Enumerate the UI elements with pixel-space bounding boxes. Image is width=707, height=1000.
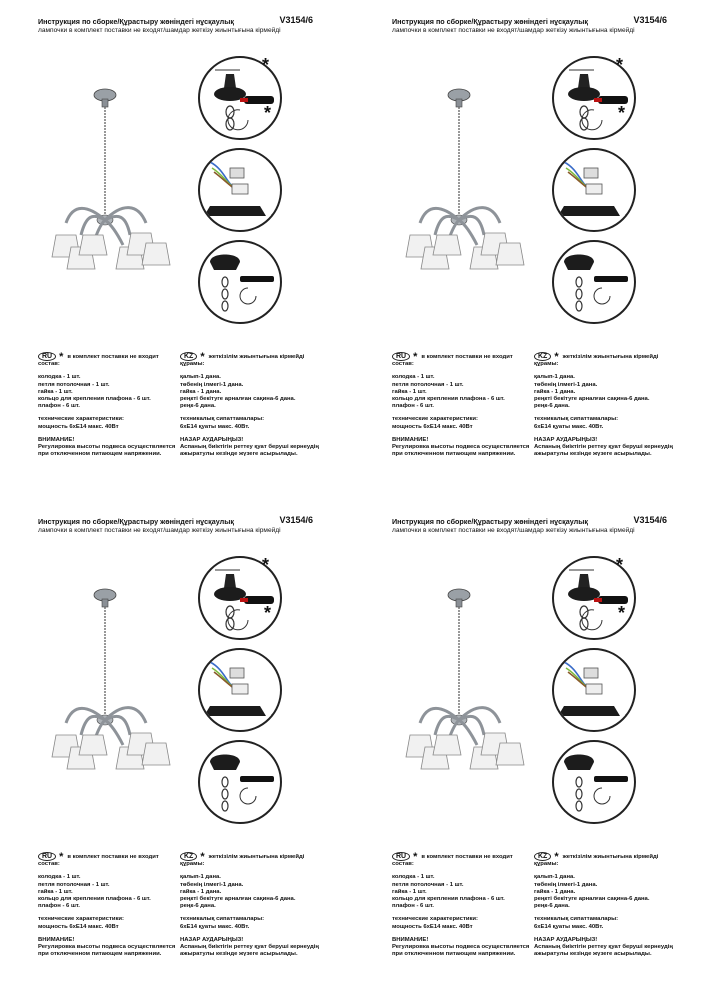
bulbs-note: лампочки в комплект поставки не входят/шамдар жеткізу жиынтығына кірмейді <box>38 527 281 534</box>
instruction-title <box>38 17 313 26</box>
bulbs-note: лампочки в комплект поставки не входят/шамдар жеткізу жиынтығына кірмейді <box>392 527 635 534</box>
kz-composition-title: құрамы: <box>534 361 559 368</box>
ru-warning-title: ВНИМАНИЕ! <box>38 436 75 443</box>
chandelier-illustration <box>402 585 532 785</box>
ru-badge: RU <box>38 852 56 861</box>
kz-item: реңк-6 дана. <box>180 903 216 910</box>
kz-warning-title: НАЗАР АУДАРЫҢЫЗ! <box>180 936 244 943</box>
ru-warning-text: Регулировка высоты подвеса осуществляется <box>392 944 530 951</box>
step-1-ceiling-mount-circle <box>552 56 636 140</box>
step-1-ceiling-mount-circle <box>552 556 636 640</box>
asterisk-icon: * <box>200 351 205 363</box>
step-3-height-adjust-circle <box>552 240 636 324</box>
ru-warning-text: Регулировка высоты подвеса осуществляется <box>38 444 176 451</box>
kz-badge: KZ <box>180 352 197 361</box>
kz-tech-title: техникалық сипаттамалары: <box>180 916 265 923</box>
ru-item: гайка - 1 шт. <box>392 388 427 395</box>
kz-item: қалып-1 дана. <box>534 374 575 381</box>
ru-section <box>38 852 186 958</box>
ru-item: колодка - 1 шт. <box>38 874 81 881</box>
kz-item: гайка - 1 дана. <box>180 888 222 895</box>
ru-item: петля потолочная - 1 шт. <box>392 381 464 388</box>
ru-tech: мощность 6хЕ14 макс. 40Вт <box>38 423 119 430</box>
ru-tech: мощность 6хЕ14 макс. 40Вт <box>392 423 473 430</box>
ru-item: колодка - 1 шт. <box>392 874 435 881</box>
chandelier-illustration <box>48 85 178 285</box>
instruction-title <box>392 17 667 26</box>
ru-composition-title: состав: <box>392 361 414 368</box>
ru-item: гайка - 1 шт. <box>38 888 73 895</box>
ru-badge: RU <box>392 352 410 361</box>
model-code: V3154/6 <box>633 515 667 525</box>
ru-item: кольцо для крепления плафона - 6 шт. <box>38 896 151 903</box>
ru-item: гайка - 1 шт. <box>392 888 427 895</box>
ru-warning-title: ВНИМАНИЕ! <box>38 936 75 943</box>
asterisk-icon: * <box>264 103 272 123</box>
asterisk-icon: * <box>554 851 559 863</box>
instruction-title <box>38 517 313 526</box>
ru-item: плафон - 6 шт. <box>38 903 80 910</box>
kz-warning-text: ажыратулы кезінде жүзеге асырылады. <box>534 451 652 458</box>
bulbs-note: лампочки в комплект поставки не входят/шамдар жеткізу жиынтығына кірмейді <box>38 27 281 34</box>
kz-warning-text: ажыратулы кезінде жүзеге асырылады. <box>180 451 298 458</box>
step-3-height-adjust-circle <box>198 740 282 824</box>
ru-warning-title: ВНИМАНИЕ! <box>392 936 429 943</box>
kz-item: реңкті бекітуге арналған сақина-6 дана. <box>534 896 650 903</box>
instruction-panel <box>0 0 353 500</box>
kz-item: төбенің ілмегі-1 дана. <box>180 381 244 388</box>
asterisk-icon: * <box>264 603 272 623</box>
ru-note: в комплект поставки не входит <box>421 854 513 860</box>
asterisk-icon: * <box>59 851 64 863</box>
ru-tech-title: технические характеристики: <box>392 916 478 923</box>
chandelier-illustration <box>402 85 532 285</box>
kz-composition-title: құрамы: <box>180 361 205 368</box>
kz-item: реңк-6 дана. <box>534 403 570 410</box>
ru-composition-title: состав: <box>38 861 60 868</box>
kz-warning-text: ажыратулы кезінде жүзеге асырылады. <box>534 951 652 958</box>
ru-item: плафон - 6 шт. <box>392 903 434 910</box>
kz-warning-text: Аспаның биіктігін реттеу қуат беруші кернеудің <box>534 944 673 951</box>
kz-tech-title: техникалық сипаттамалары: <box>534 416 619 423</box>
kz-note: жеткізілім жиынтығына кірмейді <box>208 354 305 360</box>
asterisk-icon: * <box>618 603 626 623</box>
ru-tech: мощность 6хЕ14 макс. 40Вт <box>38 923 119 930</box>
step-2-wiring-circle <box>198 648 282 732</box>
step-2-wiring-circle <box>198 148 282 232</box>
ru-warning-text: Регулировка высоты подвеса осуществляется <box>38 944 176 951</box>
ru-item: петля потолочная - 1 шт. <box>38 881 110 888</box>
kz-warning-title: НАЗАР АУДАРЫҢЫЗ! <box>534 436 598 443</box>
model-code: V3154/6 <box>633 15 667 25</box>
kz-item: реңкті бекітуге арналған сақина-6 дана. <box>180 896 296 903</box>
kz-section <box>180 352 340 458</box>
ru-note: в комплект поставки не входит <box>67 354 159 360</box>
kz-badge: KZ <box>534 852 551 861</box>
asterisk-icon: * <box>200 851 205 863</box>
step-1-ceiling-mount-circle <box>198 556 282 640</box>
model-code: V3154/6 <box>279 515 313 525</box>
ru-warning-title: ВНИМАНИЕ! <box>392 436 429 443</box>
kz-item: гайка - 1 дана. <box>534 888 576 895</box>
ru-tech-title: технические характеристики: <box>38 916 124 923</box>
kz-section <box>534 352 694 458</box>
instruction-panel <box>354 500 707 1000</box>
kz-warning-text: Аспаның биіктігін реттеу қуат беруші кернеудің <box>180 444 319 451</box>
step-3-height-adjust-circle <box>198 240 282 324</box>
asterisk-icon: * <box>554 351 559 363</box>
kz-composition-title: құрамы: <box>180 861 205 868</box>
ru-item: колодка - 1 шт. <box>38 374 81 381</box>
kz-composition-title: құрамы: <box>534 861 559 868</box>
step-2-wiring-circle <box>552 648 636 732</box>
ru-warning-text: при отключенном питающем напряжении. <box>392 951 516 958</box>
ru-item: петля потолочная - 1 шт. <box>392 881 464 888</box>
kz-section <box>180 852 340 958</box>
ru-badge: RU <box>38 352 56 361</box>
ru-section <box>392 352 540 458</box>
ru-badge: RU <box>392 852 410 861</box>
kz-item: қалып-1 дана. <box>534 874 575 881</box>
kz-item: реңк-6 дана. <box>534 903 570 910</box>
kz-warning-title: НАЗАР АУДАРЫҢЫЗ! <box>534 936 598 943</box>
title-text: Инструкция по сборке/Құрастыру жөніндегі нұсқаулық <box>392 17 588 26</box>
asterisk-icon: * <box>262 55 270 75</box>
kz-tech-title: техникалық сипаттамалары: <box>180 416 265 423</box>
ru-item: плафон - 6 шт. <box>38 403 80 410</box>
kz-warning-title: НАЗАР АУДАРЫҢЫЗ! <box>180 436 244 443</box>
kz-item: гайка - 1 дана. <box>180 388 222 395</box>
ru-composition-title: состав: <box>38 361 60 368</box>
kz-tech-title: техникалық сипаттамалары: <box>534 916 619 923</box>
step-3-height-adjust-circle <box>552 740 636 824</box>
ru-warning-text: при отключенном питающем напряжении. <box>38 951 162 958</box>
asterisk-icon: * <box>59 351 64 363</box>
instruction-title <box>392 517 667 526</box>
kz-tech: 6хЕ14 қуаты макс. 40Вт. <box>180 923 250 930</box>
kz-item: төбенің ілмегі-1 дана. <box>180 881 244 888</box>
asterisk-icon: * <box>262 555 270 575</box>
instruction-panel <box>0 500 353 1000</box>
kz-note: жеткізілім жиынтығына кірмейді <box>562 854 659 860</box>
ru-item: кольцо для крепления плафона - 6 шт. <box>392 896 505 903</box>
ru-tech: мощность 6хЕ14 макс. 40Вт <box>392 923 473 930</box>
title-text: Инструкция по сборке/Құрастыру жөніндегі нұсқаулық <box>38 17 234 26</box>
ru-item: колодка - 1 шт. <box>392 374 435 381</box>
step-2-wiring-circle <box>552 148 636 232</box>
asterisk-icon: * <box>413 351 418 363</box>
kz-item: гайка - 1 дана. <box>534 388 576 395</box>
kz-tech: 6хЕ14 қуаты макс. 40Вт. <box>534 923 604 930</box>
kz-badge: KZ <box>534 352 551 361</box>
kz-warning-text: Аспаның биіктігін реттеу қуат беруші кернеудің <box>180 944 319 951</box>
ru-section <box>38 352 186 458</box>
asterisk-icon: * <box>616 55 624 75</box>
kz-item: төбенің ілмегі-1 дана. <box>534 881 598 888</box>
ru-tech-title: технические характеристики: <box>38 416 124 423</box>
ru-warning-text: Регулировка высоты подвеса осуществляется <box>392 444 530 451</box>
kz-tech: 6хЕ14 қуаты макс. 40Вт. <box>534 423 604 430</box>
model-code: V3154/6 <box>279 15 313 25</box>
title-text: Инструкция по сборке/Құрастыру жөніндегі нұсқаулық <box>392 517 588 526</box>
ru-composition-title: состав: <box>392 861 414 868</box>
kz-item: қалып-1 дана. <box>180 874 221 881</box>
kz-warning-text: Аспаның биіктігін реттеу қуат беруші кернеудің <box>534 444 673 451</box>
kz-warning-text: ажыратулы кезінде жүзеге асырылады. <box>180 951 298 958</box>
ru-item: кольцо для крепления плафона - 6 шт. <box>392 396 505 403</box>
kz-section <box>534 852 694 958</box>
chandelier-illustration <box>48 585 178 785</box>
ru-item: кольцо для крепления плафона - 6 шт. <box>38 396 151 403</box>
kz-item: реңк-6 дана. <box>180 403 216 410</box>
ru-note: в комплект поставки не входит <box>421 354 513 360</box>
kz-item: төбенің ілмегі-1 дана. <box>534 381 598 388</box>
kz-tech: 6хЕ14 қуаты макс. 40Вт. <box>180 423 250 430</box>
bulbs-note: лампочки в комплект поставки не входят/шамдар жеткізу жиынтығына кірмейді <box>392 27 635 34</box>
ru-warning-text: при отключенном питающем напряжении. <box>38 451 162 458</box>
kz-badge: KZ <box>180 852 197 861</box>
kz-item: реңкті бекітуге арналған сақина-6 дана. <box>534 396 650 403</box>
ru-section <box>392 852 540 958</box>
ru-item: петля потолочная - 1 шт. <box>38 381 110 388</box>
title-text: Инструкция по сборке/Құрастыру жөніндегі нұсқаулық <box>38 517 234 526</box>
asterisk-icon: * <box>616 555 624 575</box>
ru-item: плафон - 6 шт. <box>392 403 434 410</box>
step-1-ceiling-mount-circle <box>198 56 282 140</box>
asterisk-icon: * <box>413 851 418 863</box>
kz-note: жеткізілім жиынтығына кірмейді <box>208 854 305 860</box>
asterisk-icon: * <box>618 103 626 123</box>
kz-item: қалып-1 дана. <box>180 374 221 381</box>
instruction-panel <box>354 0 707 500</box>
ru-tech-title: технические характеристики: <box>392 416 478 423</box>
kz-item: реңкті бекітуге арналған сақина-6 дана. <box>180 396 296 403</box>
ru-warning-text: при отключенном питающем напряжении. <box>392 451 516 458</box>
ru-item: гайка - 1 шт. <box>38 388 73 395</box>
kz-note: жеткізілім жиынтығына кірмейді <box>562 354 659 360</box>
ru-note: в комплект поставки не входит <box>67 854 159 860</box>
